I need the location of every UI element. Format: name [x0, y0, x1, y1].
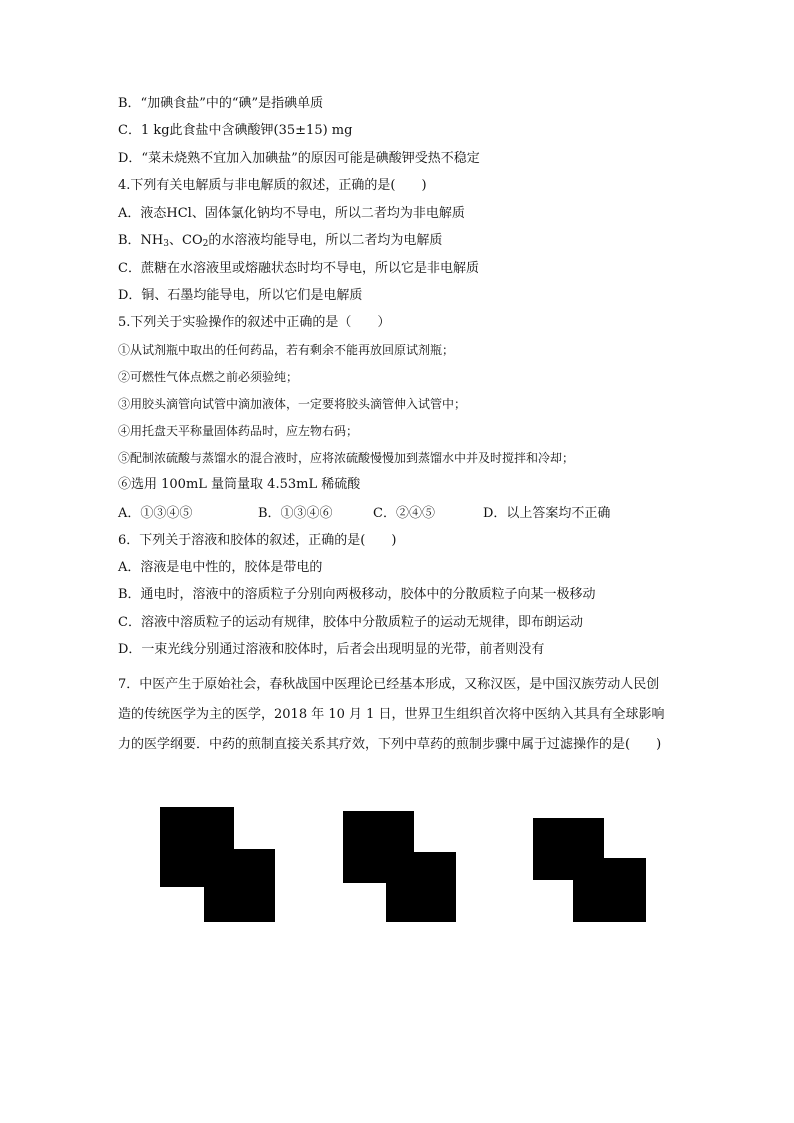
q4-option-b-part2: 、CO — [169, 233, 203, 248]
q5-option-a: A．①③④⑤ — [118, 506, 193, 521]
q5-item-6: ⑥选用 100mL 量筒量取 4.53mL 稀硫酸 — [118, 477, 361, 492]
q5-item-5: ⑤配制浓硫酸与蒸馏水的混合液时，应将浓硫酸慢慢加到蒸馏水中并及时搅拌和冷却； — [118, 451, 575, 465]
q4-option-b-part1: B．NH — [118, 233, 164, 248]
q5-item-1: ①从试剂瓶中取出的任何药品，若有剩余不能再放回原试剂瓶； — [118, 343, 455, 357]
q5-option-b: B．①③④⑥ — [258, 506, 333, 521]
q6-option-b: B．通电时，溶液中的溶质粒子分别向两极移动，胶体中的分散质粒子向某一极移动 — [118, 587, 596, 602]
q3-option-b: B．“加碘食盐”中的“碘”是指碘单质 — [118, 96, 324, 111]
q3-option-c: C．1 kg此食盐中含碘酸钾(35±15) mg — [118, 123, 353, 138]
figure-3-block-bottom — [573, 858, 646, 922]
q6-option-d: D．一束光线分别通过溶液和胶体时，后者会出现明显的光带，前者则没有 — [118, 642, 545, 657]
q5-stem: 5.下列关于实验操作的叙述中正确的是（ ） — [118, 315, 391, 330]
q3-option-d: D．“菜未烧熟不宜加入加碘盐”的原因可能是碘酸钾受热不稳定 — [118, 151, 480, 166]
q7-stem-line-2: 造的传统医学为主的医学，2018 年 10 月 1 日，世界卫生组织首次将中医纳入其具有全球影响 — [118, 707, 665, 722]
q6-option-c: C．溶液中溶质粒子的运动有规律，胶体中分散质粒子的运动无规律，即布朗运动 — [118, 615, 583, 630]
q4-option-b-sub1: 3 — [163, 239, 169, 249]
q5-item-4: ④用托盘天平称量固体药品时，应左物右码； — [118, 424, 359, 438]
q5-option-d: D．以上答案均不正确 — [483, 506, 611, 521]
q4-option-b-sub2: 2 — [202, 239, 209, 249]
q4-option-a: A．液态HCl、固体氯化钠均不导电，所以二者均为非电解质 — [118, 206, 465, 221]
q7-stem-line-1: 7．中医产生于原始社会，春秋战国中医理论已经基本形成，又称汉医，是中国汉族劳动人民创 — [118, 677, 660, 692]
q5-item-3: ③用胶头滴管向试管中滴加液体，一定要将胶头滴管伸入试管中； — [118, 397, 467, 411]
q6-option-a: A．溶液是电中性的，胶体是带电的 — [118, 560, 323, 575]
q6-stem: 6．下列关于溶液和胶体的叙述，正确的是( ) — [118, 533, 397, 548]
q4-option-b-part3: 的水溶液均能导电，所以二者均为电解质 — [208, 233, 443, 248]
q5-item-2: ②可燃性气体点燃之前必须验纯； — [118, 370, 299, 384]
q7-stem-line-3: 力的医学纲要．中药的煎制直接关系其疗效，下列中草药的煎制步骤中属于过滤操作的是( ) — [118, 737, 662, 752]
figure-2-block-bottom — [386, 852, 456, 922]
q4-option-c: C．蔗糖在水溶液里或熔融状态时均不导电，所以它是非电解质 — [118, 261, 479, 276]
q4-stem: 4.下列有关电解质与非电解质的叙述，正确的是( ) — [118, 178, 427, 193]
q4-option-b — [118, 232, 442, 250]
q5-options — [118, 505, 610, 523]
q5-option-c: C．②④⑤ — [373, 506, 435, 521]
q4-option-d: D．铜、石墨均能导电，所以它们是电解质 — [118, 288, 363, 303]
figure-1-block-bottom — [204, 849, 275, 922]
